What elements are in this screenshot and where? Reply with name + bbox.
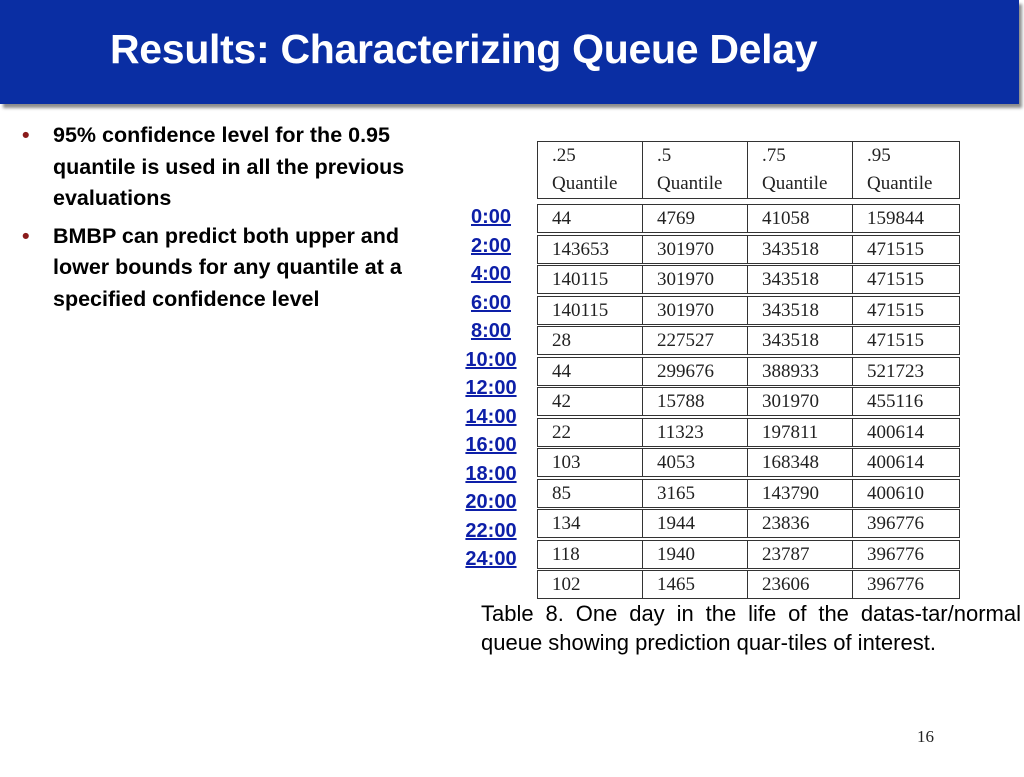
- table-row: [537, 387, 960, 416]
- table-cell: 388933: [748, 358, 853, 385]
- table-cell: 28: [538, 327, 643, 354]
- bullet-item: [22, 120, 432, 215]
- table-cell: 118: [538, 541, 643, 568]
- time-link[interactable]: 2:00: [470, 234, 512, 257]
- table-cell: 42: [538, 388, 643, 415]
- table-header-cell: .75 Quantile: [748, 142, 853, 198]
- slide-title: Results: Characterizing Queue Delay: [110, 26, 818, 72]
- time-link[interactable]: 20:00: [465, 491, 517, 513]
- table-cell: 140115: [538, 266, 643, 293]
- table-row: [537, 448, 960, 477]
- time-link[interactable]: 0:00: [470, 206, 512, 228]
- bullet-marker: •: [22, 123, 30, 147]
- time-link[interactable]: 10:00: [465, 348, 517, 371]
- table-cell: 3165: [643, 480, 748, 507]
- table-cell: 471515: [867, 269, 924, 290]
- page-number: 16: [917, 727, 934, 746]
- table-cell: 1944: [643, 510, 748, 537]
- table-cell: 85: [538, 480, 643, 507]
- table-cell: 301970: [748, 388, 853, 415]
- table-cell: 197811: [748, 419, 853, 446]
- table-cell: 227527: [643, 327, 748, 354]
- title-bar: [0, 0, 1019, 104]
- time-link[interactable]: 24:00: [465, 548, 517, 570]
- time-link[interactable]: 6:00: [470, 291, 512, 314]
- quantile-table: [537, 141, 960, 601]
- time-link[interactable]: 22:00: [465, 519, 517, 542]
- table-cell: 1465: [643, 571, 748, 598]
- table-cell: 4053: [643, 449, 748, 476]
- table-cell: 22: [538, 419, 643, 446]
- table-cell: 471515: [867, 299, 924, 321]
- time-link[interactable]: 18:00: [465, 462, 517, 485]
- table-cell: 159844: [867, 208, 924, 229]
- table-row: [537, 570, 960, 599]
- time-link[interactable]: 4:00: [470, 263, 512, 285]
- table-cell: 168348: [748, 449, 853, 476]
- time-label-column: [456, 203, 526, 574]
- table-cell: 343518: [748, 236, 853, 263]
- table-cell: 455116: [867, 391, 924, 412]
- table-cell: 301970: [643, 297, 748, 324]
- table-cell: 400610: [867, 482, 924, 504]
- table-cell: 41058: [748, 205, 853, 232]
- bullet-text: 95% confidence level for the 0.95 quantile is used in all the previous evaluations: [53, 123, 405, 210]
- table-cell: 471515: [867, 238, 924, 260]
- table-cell: 343518: [748, 266, 853, 293]
- time-link[interactable]: 16:00: [465, 434, 517, 456]
- table-cell: 143790: [748, 480, 853, 507]
- table-cell: 44: [538, 205, 643, 232]
- table-cell: 471515: [867, 330, 924, 351]
- table-row: [537, 540, 960, 569]
- table-row: [537, 326, 960, 355]
- bullet-item: [22, 221, 432, 316]
- table-cell: 15788: [643, 388, 748, 415]
- table-cell: 343518: [748, 327, 853, 354]
- table-caption: Table 8. One day in the life of the datas-tar/normal queue showing prediction quar-tiles of interest.: [481, 601, 1021, 655]
- table-cell: 396776: [867, 574, 924, 595]
- table-cell: 23606: [748, 571, 853, 598]
- table-cell: 140115: [538, 297, 643, 324]
- table-cell: 134: [538, 510, 643, 537]
- table-cell: 343518: [748, 297, 853, 324]
- table-cell: 299676: [643, 358, 748, 385]
- time-link[interactable]: 14:00: [465, 405, 517, 428]
- table-cell: 396776: [867, 513, 924, 534]
- table-header-row: [537, 141, 960, 199]
- table-cell: 400614: [867, 452, 924, 473]
- table-row: [537, 235, 960, 264]
- table-cell: 1940: [643, 541, 748, 568]
- table-cell: 103: [538, 449, 643, 476]
- table-cell: 23787: [748, 541, 853, 568]
- table-row: [537, 204, 960, 233]
- table-cell: 143653: [538, 236, 643, 263]
- table-row: [537, 357, 960, 386]
- table-cell: 23836: [748, 510, 853, 537]
- table-cell: 396776: [867, 543, 924, 565]
- table-cell: 4769: [643, 205, 748, 232]
- table-row: [537, 296, 960, 325]
- table-row: [537, 265, 960, 294]
- table-row: [537, 418, 960, 447]
- table-row: [537, 479, 960, 508]
- table-row: [537, 509, 960, 538]
- table-header-cell: .25 Quantile: [538, 142, 643, 198]
- bullet-marker: •: [22, 223, 30, 248]
- bullet-text: BMBP can predict both upper and lower bounds for any quantile at a specified confidence level: [53, 223, 402, 311]
- table-cell: 400614: [867, 421, 924, 443]
- time-link[interactable]: 8:00: [470, 320, 512, 342]
- time-link[interactable]: 12:00: [465, 377, 517, 399]
- table-cell: 521723: [867, 360, 924, 382]
- table-header-cell: .5 Quantile: [643, 142, 748, 198]
- table-cell: 11323: [643, 419, 748, 446]
- table-cell: 301970: [643, 266, 748, 293]
- table-cell: 301970: [643, 236, 748, 263]
- bullet-list: [22, 120, 432, 321]
- table-body: [537, 204, 960, 599]
- table-header-cell: .95 Quantile: [867, 145, 933, 194]
- table-cell: 44: [538, 358, 643, 385]
- table-cell: 102: [538, 571, 643, 598]
